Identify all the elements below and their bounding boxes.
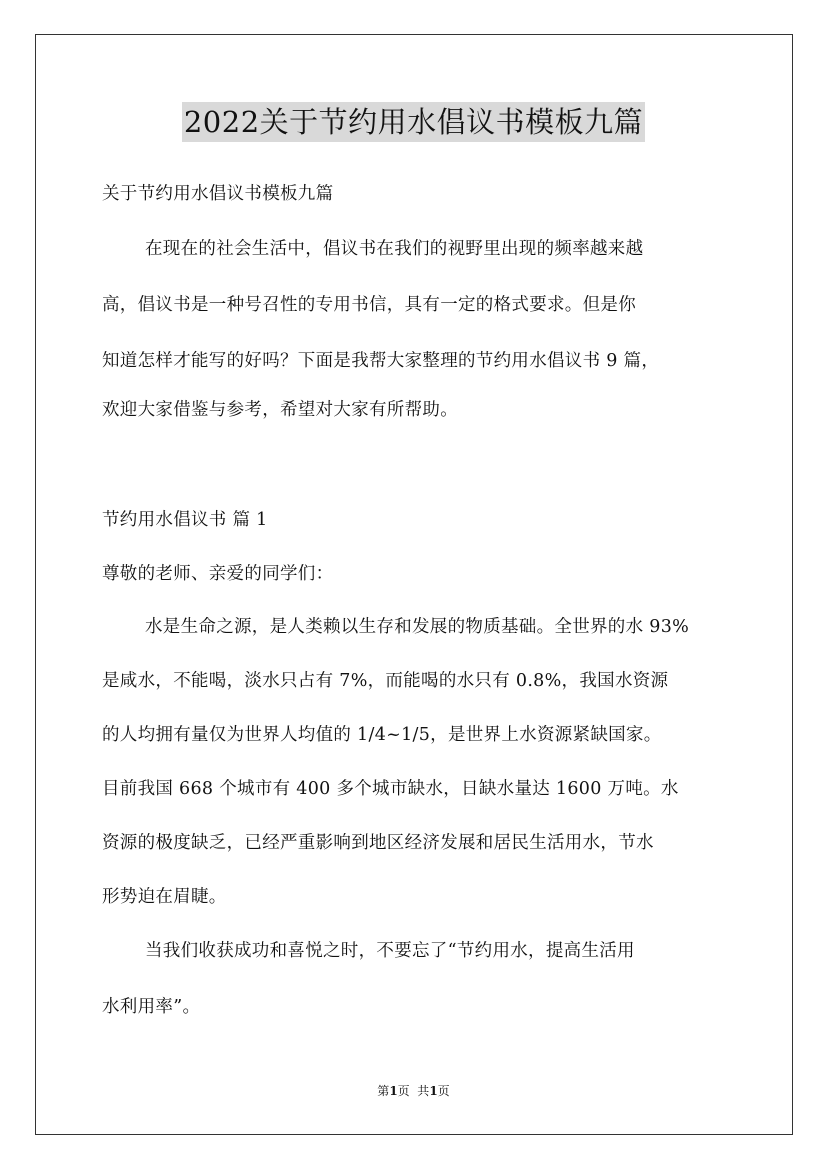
footer-prefix: 第 xyxy=(377,1084,390,1098)
intro-line-2: 高，倡议书是一种号召性的专用书信，具有一定的格式要求。但是你 xyxy=(102,295,636,315)
footer-suffix: 页 xyxy=(437,1084,450,1098)
intro-line-4: 欢迎大家借鉴与参考，希望对大家有所帮助。 xyxy=(102,400,458,420)
intro-line-3: 知道怎样才能写的好吗？下面是我帮大家整理的节约用水倡议书 9 篇， xyxy=(102,351,660,371)
intro-line-1: 在现在的社会生活中，倡议书在我们的视野里出现的频率越来越 xyxy=(145,239,644,259)
para1-line-6: 形势迫在眉睫。 xyxy=(102,887,227,907)
page-footer xyxy=(0,1083,827,1099)
para1-line-3: 的人均拥有量仅为世界人均值的 1/4~1/5，是世界上水资源紧缺国家。 xyxy=(102,725,662,745)
footer-total-pages: 1 xyxy=(429,1084,438,1098)
para1-line-1: 水是生命之源，是人类赖以生存和发展的物质基础。全世界的水 93% xyxy=(145,617,690,637)
para1-line-2: 是咸水，不能喝，淡水只占有 7%，而能喝的水只有 0.8%，我国水资源 xyxy=(102,671,669,691)
para2-line-1: 当我们收获成功和喜悦之时，不要忘了“节约用水，提高生活用 xyxy=(145,941,635,961)
document-title: 2022关于节约用水倡议书模板九篇 xyxy=(182,102,645,142)
footer-page-number: 1 xyxy=(389,1084,398,1098)
title-container xyxy=(0,102,827,142)
para2-line-2: 水利用率”。 xyxy=(102,997,201,1017)
subtitle: 关于节约用水倡议书模板九篇 xyxy=(102,184,334,204)
section-heading: 节约用水倡议书 篇 1 xyxy=(102,510,268,530)
para1-line-4: 目前我国 668 个城市有 400 多个城市缺水，日缺水量达 1600 万吨。水 xyxy=(102,779,679,799)
para1-line-5: 资源的极度缺乏，已经严重影响到地区经济发展和居民生活用水，节水 xyxy=(102,833,654,853)
salutation: 尊敬的老师、亲爱的同学们： xyxy=(102,564,334,584)
footer-mid: 页 共 xyxy=(397,1084,430,1098)
